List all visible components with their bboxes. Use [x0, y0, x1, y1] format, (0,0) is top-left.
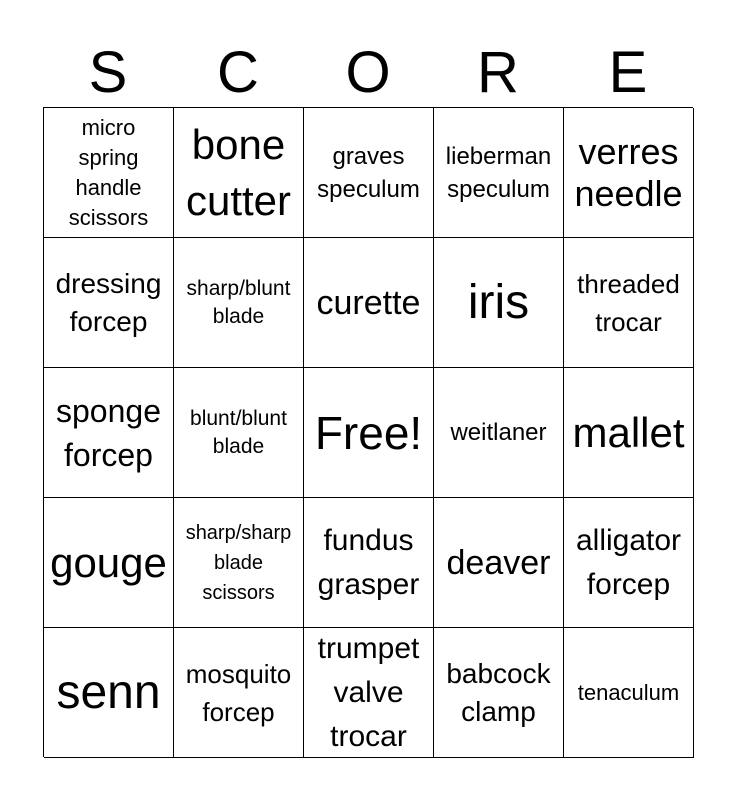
bingo-cell[interactable]: [174, 368, 304, 498]
bingo-cell[interactable]: [564, 238, 694, 368]
bingo-cell[interactable]: [434, 108, 564, 238]
cell-label: sharp/sharp blade scissors: [185, 521, 292, 604]
cell-label: tenaculum: [577, 679, 680, 705]
bingo-cell[interactable]: [44, 628, 174, 758]
cell-label: sharp/blunt blade: [186, 276, 291, 328]
cell-label: deaver: [446, 543, 551, 582]
cell-label: fundus grasper: [317, 523, 420, 601]
bingo-cell[interactable]: [434, 368, 564, 498]
bingo-cell[interactable]: [174, 628, 304, 758]
bingo-cell[interactable]: [174, 108, 304, 238]
cell-label: curette: [316, 283, 421, 322]
cell-label: babcock clamp: [446, 657, 551, 727]
bingo-cell[interactable]: [434, 238, 564, 368]
cell-label: mosquito forcep: [185, 658, 292, 727]
bingo-cell[interactable]: [434, 498, 564, 628]
cell-label: bone cutter: [185, 120, 292, 224]
cell-label: gouge: [50, 538, 167, 586]
bingo-cell[interactable]: [174, 498, 304, 628]
bingo-cell[interactable]: [44, 368, 174, 498]
cell-label: threaded trocar: [577, 268, 680, 337]
bingo-cell[interactable]: [44, 498, 174, 628]
cell-label: alligator forcep: [575, 523, 682, 601]
bingo-cell[interactable]: [304, 628, 434, 758]
cell-label: mallet: [572, 408, 685, 456]
bingo-cell[interactable]: [44, 238, 174, 368]
bingo-header: [43, 40, 693, 106]
bingo-cell[interactable]: [44, 108, 174, 238]
bingo-cell[interactable]: [304, 238, 434, 368]
header-letter-o: O: [345, 40, 391, 105]
header-letter-e: E: [608, 40, 648, 105]
bingo-cell[interactable]: [434, 628, 564, 758]
cell-label: verres needle: [574, 130, 683, 214]
bingo-board: [43, 107, 693, 757]
header-letter-c: C: [217, 40, 259, 105]
bingo-cell[interactable]: [564, 108, 694, 238]
free-space-cell[interactable]: [304, 368, 434, 498]
bingo-cell[interactable]: [564, 628, 694, 758]
free-space-label: Free!: [314, 406, 423, 459]
bingo-cell[interactable]: [564, 368, 694, 498]
bingo-cell[interactable]: [174, 238, 304, 368]
bingo-cell[interactable]: [564, 498, 694, 628]
cell-label: blunt/blunt blade: [190, 406, 287, 458]
header-letter-s: S: [88, 40, 128, 105]
cell-label: micro spring handle scissors: [68, 114, 149, 230]
cell-label: trumpet valve trocar: [317, 631, 420, 753]
cell-label: dressing forcep: [55, 267, 162, 337]
cell-label: senn: [56, 665, 161, 719]
cell-label: lieberman speculum: [445, 142, 552, 203]
bingo-cell[interactable]: [304, 108, 434, 238]
cell-label: sponge forcep: [56, 392, 161, 473]
cell-label: iris: [467, 275, 530, 329]
cell-label: graves speculum: [317, 142, 420, 203]
header-letter-r: R: [477, 40, 519, 105]
bingo-cell[interactable]: [304, 498, 434, 628]
cell-label: weitlaner: [450, 419, 547, 446]
